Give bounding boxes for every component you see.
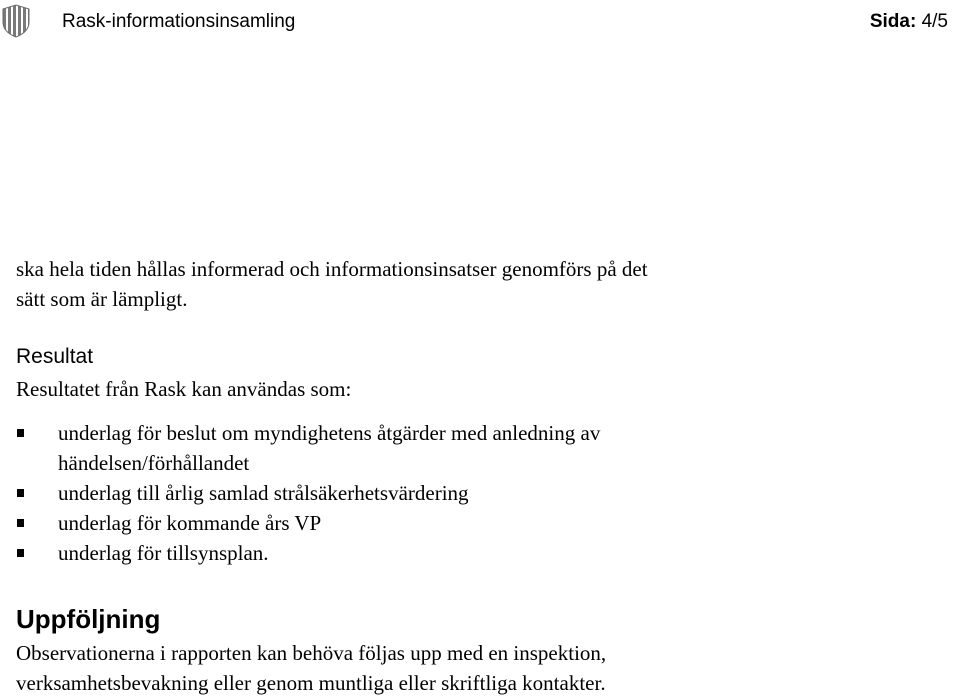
square-bullet-icon — [17, 429, 24, 437]
resultat-heading: Resultat — [16, 345, 94, 368]
page-header — [0, 0, 960, 44]
list-item-line-2: händelsen/förhållandet — [58, 451, 250, 475]
uppfoljning-line-1: Observationerna i rapporten kan behöva följas upp med en inspektion, — [16, 641, 607, 665]
page-label: Sida: — [869, 11, 917, 32]
list-item — [16, 478, 776, 508]
list-item — [16, 418, 776, 478]
page-number: 4/5 — [921, 11, 948, 32]
square-bullet-icon — [17, 489, 24, 497]
resultat-intro: Resultatet från Rask kan användas som: — [16, 377, 352, 401]
page-indicator — [870, 10, 948, 34]
intro-line-1: ska hela tiden hållas informerad och informationsinsatser genomförs på det — [16, 257, 648, 281]
resultat-bullet-list — [16, 418, 776, 568]
list-item-text: underlag för kommande års VP — [58, 511, 322, 535]
list-item-line-1: underlag för beslut om myndighetens åtgärder med anledning av — [58, 421, 601, 445]
intro-paragraph — [16, 254, 816, 314]
list-item — [16, 508, 776, 538]
uppfoljning-line-2: verksamhetsbevakning eller genom muntliga eller skriftliga kontakter. — [16, 671, 606, 695]
uppfoljning-paragraph — [16, 638, 946, 698]
list-item-text: underlag för tillsynsplan. — [58, 541, 269, 565]
organization-logo-icon — [2, 4, 30, 38]
document-title: Rask-informationsinsamling — [62, 11, 296, 32]
uppfoljning-heading: Uppföljning — [16, 604, 161, 634]
square-bullet-icon — [17, 549, 24, 557]
list-item-text: underlag till årlig samlad strålsäkerhetsvärdering — [58, 481, 469, 505]
square-bullet-icon — [17, 519, 24, 527]
intro-line-2: sätt som är lämpligt. — [16, 287, 188, 311]
list-item — [16, 538, 776, 568]
